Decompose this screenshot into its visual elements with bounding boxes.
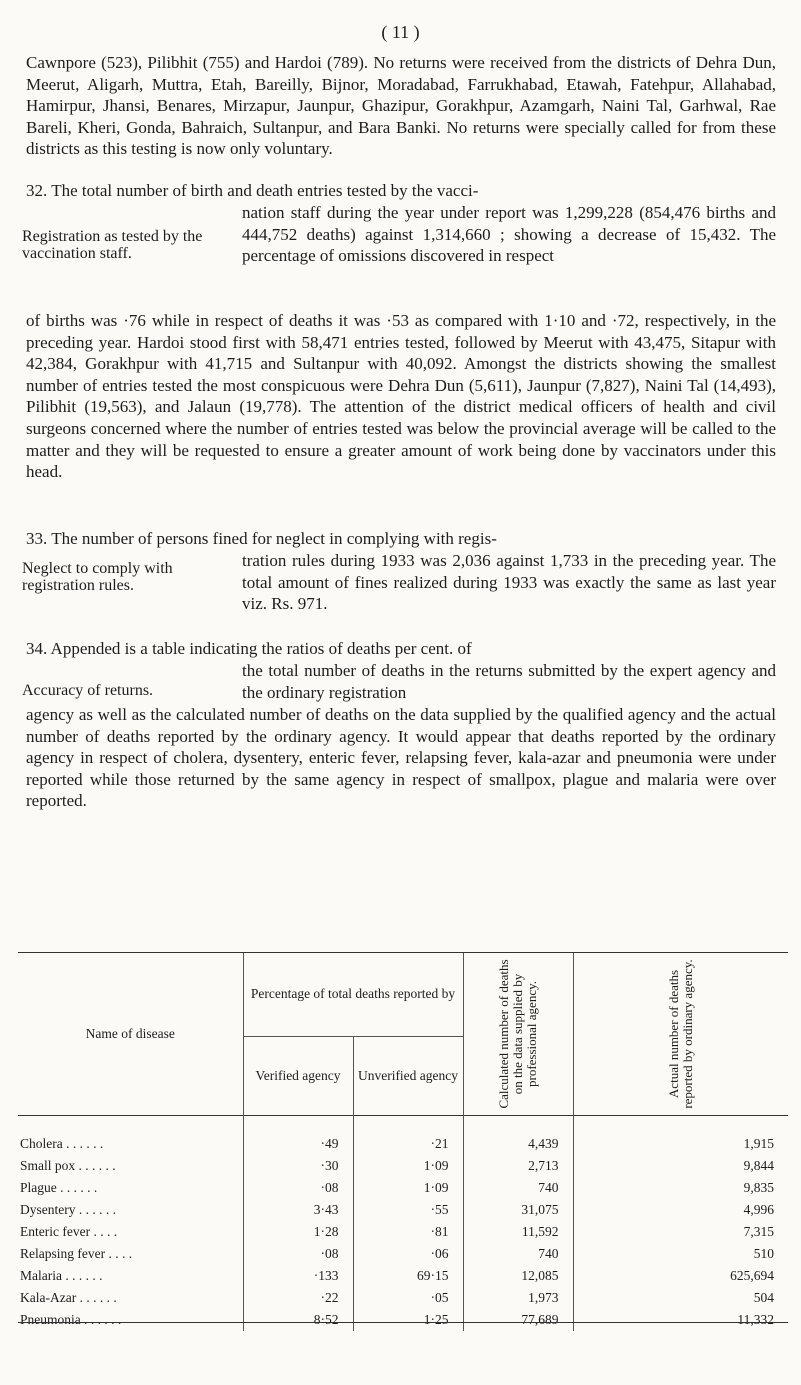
table-bottom-rule	[18, 1322, 788, 1323]
header-name-of-disease: Name of disease	[18, 953, 243, 1116]
actual-value: 625,694	[573, 1265, 788, 1287]
unverified-value: 1·25	[353, 1309, 463, 1331]
calculated-value: 4,439	[463, 1116, 573, 1156]
verified-value: ·22	[243, 1287, 353, 1309]
header-unverified-agency: Unverified agency	[353, 1036, 463, 1116]
table-row	[18, 1265, 788, 1287]
table-row	[18, 1221, 788, 1243]
calculated-value: 31,075	[463, 1199, 573, 1221]
calculated-value: 77,689	[463, 1309, 573, 1331]
calculated-value: 740	[463, 1177, 573, 1199]
unverified-value: ·06	[353, 1243, 463, 1265]
table-row	[18, 1287, 788, 1309]
actual-value: 9,844	[573, 1155, 788, 1177]
leader-dots: . . . . . .	[78, 1158, 116, 1173]
actual-value: 504	[573, 1287, 788, 1309]
table-row	[18, 1243, 788, 1265]
unverified-value: 1·09	[353, 1177, 463, 1199]
leader-dots: . . . . . .	[79, 1290, 117, 1305]
leader-dots: . . . . . .	[78, 1202, 116, 1217]
actual-value: 7,315	[573, 1221, 788, 1243]
calculated-value: 1,973	[463, 1287, 573, 1309]
section-34-marginal-note: Accuracy of returns.	[22, 682, 154, 699]
section-33-side-text: tration rules during 1933 was 2,036 against 1,733 in the preceding year. The total amount of fines realized during 1933 was exactly the same as last year viz. Rs. 971.	[242, 551, 776, 614]
header-calculated-cell	[463, 953, 573, 1116]
leader-dots: . . . .	[93, 1224, 118, 1239]
unverified-value: 69·15	[353, 1265, 463, 1287]
verified-value: 1·28	[243, 1221, 353, 1243]
section-34-first-line: 34. Appended is a table indicating the ratios of deaths per cent. of	[26, 639, 472, 658]
table-row	[18, 1199, 788, 1221]
calculated-value: 11,592	[463, 1221, 573, 1243]
section-34-side-text: the total number of deaths in the returns submitted by the expert agency and the ordinary registration	[242, 661, 776, 702]
actual-value: 9,835	[573, 1177, 788, 1199]
verified-value: ·49	[243, 1116, 353, 1156]
disease-name: Malaria	[20, 1268, 62, 1283]
disease-death-ratio-table	[18, 952, 788, 1331]
actual-value: 11,332	[573, 1309, 788, 1331]
verified-value: ·133	[243, 1265, 353, 1287]
table-row	[18, 1309, 788, 1331]
disease-name: Kala-Azar	[20, 1290, 77, 1305]
disease-name: Cholera	[20, 1136, 63, 1151]
header-actual-cell	[573, 953, 788, 1116]
unverified-value: ·81	[353, 1221, 463, 1243]
calculated-value: 740	[463, 1243, 573, 1265]
calculated-value: 2,713	[463, 1155, 573, 1177]
section-32-side-text: nation staff during the year under report was 1,299,228 (854,476 births and 444,752 deaths) against 1,314,660 ; showing a decrease of 15,432. The percentage of omissions discovered in respect	[242, 203, 776, 266]
unverified-value: ·55	[353, 1199, 463, 1221]
leader-dots: . . . . . .	[60, 1180, 98, 1195]
actual-value: 1,915	[573, 1116, 788, 1156]
section-32-marginal-note: Registration as tested by the vaccination staff.	[22, 228, 203, 262]
intro-paragraph: Cawnpore (523), Pilibhit (755) and Hardoi (789). No returns were received from the districts of Dehra Dun, Meerut, Aligarh, Muttra, Etah, Bareilly, Bijnor, Moradabad, Farrukhabad, Etawah, Fatehpur, Allahabad, Hamirpur, Jhansi, Benares, Mirzapur, Jaunpur, Ghazipur, Gorakhpur, Azamgarh, Naini Tal, Garhwal, Rae Bareli, Kheri, Gonda, Bahraich, Sultanpur, and Bara Banki. No returns were specially called for from these districts as this testing is now only voluntary.	[26, 53, 776, 159]
leader-dots: . . . . . .	[66, 1136, 104, 1151]
header-actual: Actual number of deaths reported by ordinary agency.	[665, 959, 695, 1109]
disease-name: Pneumonia	[20, 1312, 81, 1327]
page-number: ( 11 )	[381, 22, 420, 42]
unverified-value: ·21	[353, 1116, 463, 1156]
section-32-first-line: 32. The total number of birth and death entries tested by the vacci-	[26, 181, 479, 200]
actual-value: 4,996	[573, 1199, 788, 1221]
section-33-marginal-note: Neglect to comply with registration rules.	[22, 560, 173, 594]
section-33-first-line: 33. The number of persons fined for neglect in complying with regis-	[26, 529, 497, 548]
section-32-body: of births was ·76 while in respect of deaths it was ·53 as compared with 1·10 and ·72, respectively, in the preceding year. Hardoi stood first with 58,471 entries tested, followed by Meerut with 43,475, Sitapur with 42,384, Gorakhpur with 41,715 and Sultanpur with 40,092. Amongst the districts showing the smallest number of entries tested the most conspicuous were Dehra Dun (5,611), Jaunpur (7,827), Naini Tal (14,493), Pilibhit (19,563), and Jalaun (19,778). The attention of the district medical officers of health and civil surgeons concerned where the number of entries tested was below the provincial average will be called to the matter and they will be requested to ensure a greater amount of work being done by vaccinators under this head.	[26, 311, 776, 482]
section-34-body: agency as well as the calculated number of deaths on the data supplied by the qualified agency and the actual number of deaths reported by the ordinary agency. It would appear that deaths reported by the ordinary agency in respect of cholera, dysentery, enteric fever, relapsing fever, kala-azar and pneumonia were under reported while those returned by the same agency in respect of smallpox, plague and malaria were over reported.	[26, 705, 776, 811]
table-row	[18, 1116, 788, 1156]
header-percentage: Percentage of total deaths reported by	[243, 953, 463, 1037]
unverified-value: ·05	[353, 1287, 463, 1309]
unverified-value: 1·09	[353, 1155, 463, 1177]
leader-dots: . . . .	[108, 1246, 133, 1261]
table-row	[18, 1177, 788, 1199]
table-row	[18, 1155, 788, 1177]
header-verified-agency: Verified agency	[243, 1036, 353, 1116]
verified-value: ·30	[243, 1155, 353, 1177]
disease-name: Dysentery	[20, 1202, 76, 1217]
disease-name: Small pox	[20, 1158, 76, 1173]
verified-value: 8·52	[243, 1309, 353, 1331]
verified-value: ·08	[243, 1177, 353, 1199]
verified-value: 3·43	[243, 1199, 353, 1221]
verified-value: ·08	[243, 1243, 353, 1265]
disease-name: Enteric fever	[20, 1224, 91, 1239]
disease-name: Plague	[20, 1180, 57, 1195]
calculated-value: 12,085	[463, 1265, 573, 1287]
leader-dots: . . . . . .	[84, 1312, 122, 1327]
disease-name: Relapsing fever	[20, 1246, 106, 1261]
header-calculated: Calculated number of deaths on the data supplied by professional agency.	[496, 959, 539, 1109]
leader-dots: . . . . . .	[65, 1268, 103, 1283]
actual-value: 510	[573, 1243, 788, 1265]
